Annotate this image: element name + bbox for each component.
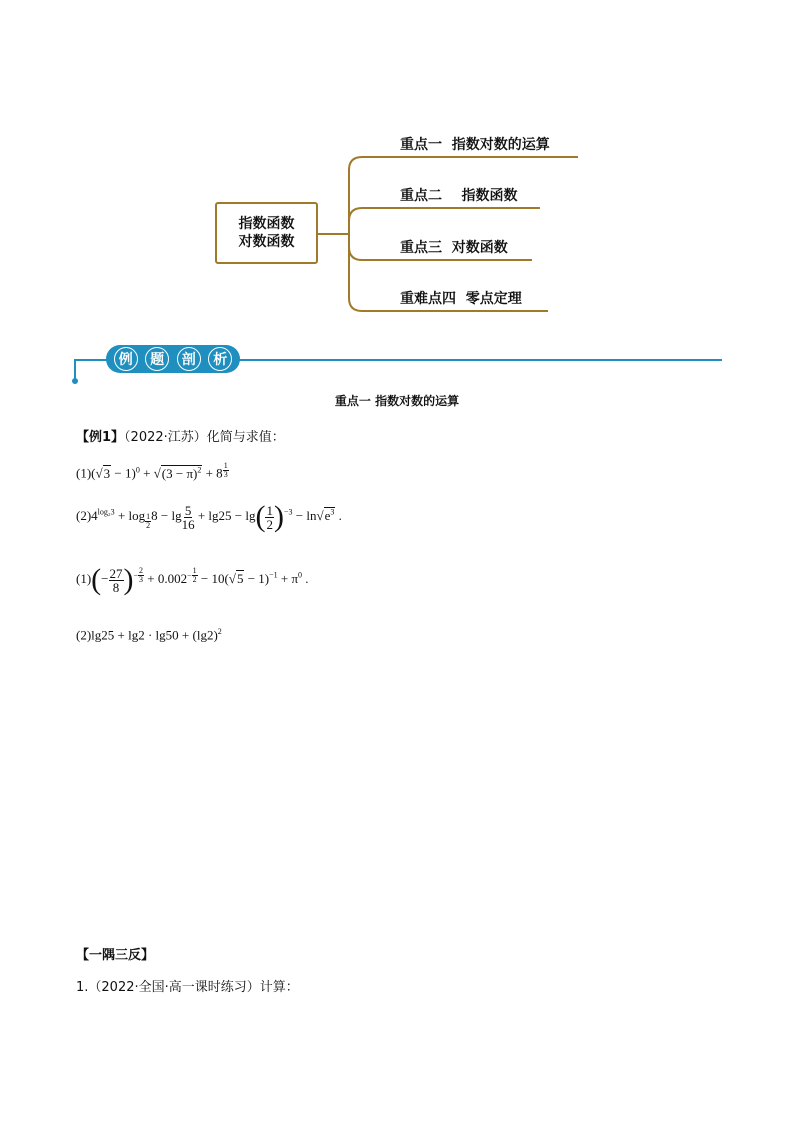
mindmap-root-line1: 指数函数 (238, 216, 295, 232)
mindmap-root-line2: 对数函数 (238, 234, 295, 250)
practice-question-1: 1.（2022·全国·高一课时练习）计算： (76, 980, 299, 995)
banner-char-3: 剖 (177, 347, 201, 371)
banner-char-4: 析 (208, 347, 232, 371)
mindmap-branch-4: 重难点四 零点定理 (400, 291, 522, 307)
example-item-1: $(1)(√3 - 1)^0 + √(3 - \pi)^2 + 8$ $^{\frac{1}{3}}$ (76, 461, 228, 481)
item-3-label: (1) (76, 570, 92, 586)
item-1-label: (1) (76, 465, 92, 481)
item-2-label: (2) (76, 507, 92, 523)
example-item-4: $(2)\lg 25 + \lg 2 \cdot \lg 50 + (\lg 2)^2$ (76, 627, 222, 643)
banner-pill (106, 345, 240, 373)
banner-char-2: 题 (145, 347, 169, 371)
example-item-2: $(2)4^{log_23} + \log$ $_{\frac{1}{2}}$ 8 − lg $\frac{5}{16}$ + lg25 − lg( $\frac{1}{2}$ )$^{-3} - \ln√e^3$ . (76, 500, 342, 533)
example-source: （2022·江苏）化简与求值： (124, 430, 285, 445)
example-heading (76, 426, 285, 445)
mindmap-branch-1: 重点一 指数对数的运算 (400, 137, 550, 153)
section-title: 重点一 指数对数的运算 (334, 394, 460, 408)
banner-char-1: 例 (114, 347, 138, 371)
mindmap-branch-2: 重点二 指数函数 (400, 188, 518, 204)
mindmap-branch-3: 重点三 对数函数 (400, 240, 508, 256)
item-4-label: (2) (76, 627, 92, 643)
banner-dot (72, 378, 78, 384)
mindmap-connectors (0, 0, 794, 330)
example-tag: 【例1】 (76, 430, 125, 445)
practice-tag: 【一隅三反】 (76, 948, 155, 963)
mindmap-root (215, 202, 318, 264)
example-item-3: (1)(− $\frac{27}{8}$ )$^{- \frac{2}{3}}$ + $0.002^{- \frac{1}{2}}$ − $10(√5 - 1)^{-1} + \pi^0$ . (76, 563, 309, 596)
